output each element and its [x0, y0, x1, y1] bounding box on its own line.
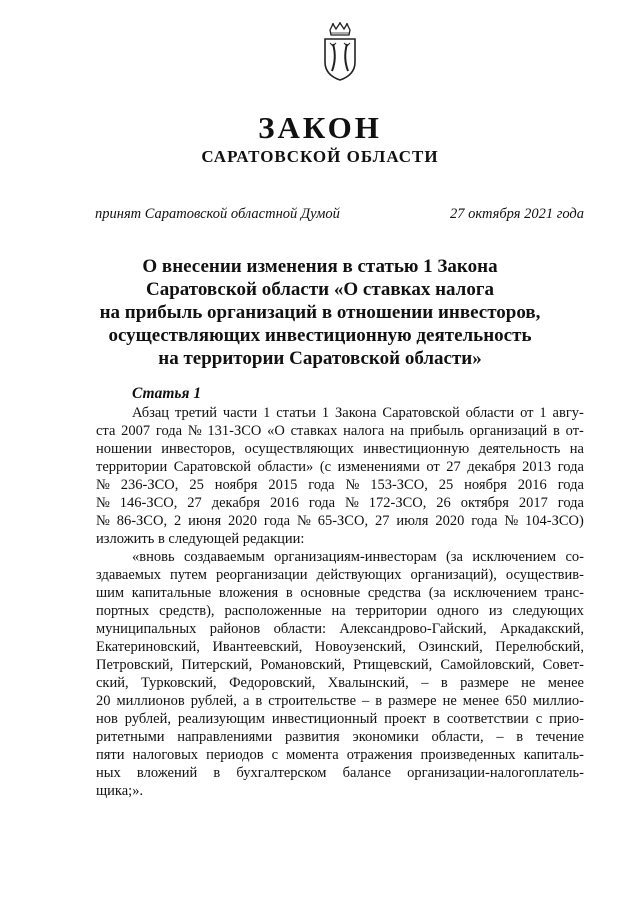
word: июня [188, 513, 222, 529]
word: 25 [438, 477, 454, 493]
word: года [263, 513, 291, 529]
word: Федоровский, [229, 675, 316, 691]
word: области: [273, 621, 327, 637]
word: 27 [187, 495, 202, 511]
law-title-line: О внесении изменения в статью 1 Закона [142, 256, 498, 277]
word: области [465, 405, 515, 421]
word: года [557, 459, 584, 475]
law-title-line: Саратовской области «О ставках налога [146, 279, 494, 300]
word: авгу- [552, 405, 584, 421]
word: транс- [544, 585, 584, 601]
text-line [96, 512, 584, 530]
word: ных [96, 765, 121, 781]
word: «О [267, 423, 285, 439]
word: пяти [96, 747, 125, 763]
word: ношении [96, 441, 152, 457]
word: Новоузенский, [314, 639, 406, 655]
word: менее [462, 693, 500, 709]
word: муниципальных [96, 621, 197, 637]
word: Петровский, [96, 657, 174, 673]
word: Ртищевский, [353, 657, 433, 673]
word: на [331, 603, 346, 619]
word: Совет- [542, 657, 584, 673]
word: в [213, 765, 221, 781]
word: бухгалтерском [236, 765, 327, 781]
word: Александрово-Гайский, [339, 621, 487, 637]
text-line [96, 422, 584, 440]
word: в [433, 711, 440, 727]
word: изменениями [337, 459, 420, 475]
text-line [96, 458, 584, 476]
word: исключением [472, 549, 557, 565]
word: 27 [446, 459, 461, 475]
word: Абзац [132, 405, 170, 421]
word: организации-налогоплатель- [407, 765, 584, 781]
word: октября [460, 495, 509, 511]
word: отражения [346, 747, 413, 763]
word: части [222, 405, 258, 421]
text-line [96, 674, 584, 692]
word: (за [445, 549, 463, 565]
word: – [496, 729, 504, 745]
word: ставках [290, 423, 338, 439]
word: менее [547, 675, 584, 691]
document-subtitle: САРАТОВСКОЙ ОБЛАСТИ [201, 147, 439, 166]
word: деятельность [478, 441, 561, 457]
word: 650 [505, 693, 527, 709]
word: декабря [211, 495, 261, 511]
word: № [296, 513, 311, 529]
word: 104-ЗСО) [525, 513, 584, 529]
word: 146-ЗСО, [119, 495, 178, 511]
word: в [553, 423, 560, 439]
word: основные [300, 585, 361, 601]
adoption-date: 27 октября 2021 года [450, 206, 584, 222]
word: 2013 [522, 459, 552, 475]
word: № [345, 477, 360, 493]
word: течение [535, 729, 584, 745]
word: статьи [276, 405, 316, 421]
text-line: изложить в следующей редакции: [96, 531, 305, 547]
word: капиталь- [523, 747, 584, 763]
word: произведенных [420, 747, 516, 763]
word: портных [96, 603, 150, 619]
word: в [285, 585, 293, 601]
word: развития [284, 729, 340, 745]
word: 236-ЗСО, [120, 477, 179, 493]
word: Романовский, [260, 657, 346, 673]
word: размере [388, 693, 437, 709]
word: года [557, 477, 584, 493]
word: с [271, 747, 279, 763]
word: области, [431, 729, 484, 745]
word: № [187, 423, 202, 439]
word: в [255, 693, 263, 709]
word: рублей, [190, 693, 237, 709]
text-line [96, 584, 584, 602]
text-line [96, 710, 584, 728]
word: территории [96, 459, 168, 475]
word: со- [565, 549, 584, 565]
word: № [345, 495, 359, 511]
word: средства [367, 585, 422, 601]
word: прибыль [409, 423, 464, 439]
word: Перелюбский, [495, 639, 584, 655]
word: с [535, 711, 543, 727]
law-title [90, 255, 550, 370]
text-line [96, 602, 584, 620]
word: реализующим [177, 711, 265, 727]
word: 2016 [269, 495, 299, 511]
text-line [96, 728, 584, 746]
document-title: ЗАКОН [258, 110, 382, 145]
word: в [375, 693, 383, 709]
word: реорганизации [215, 567, 308, 583]
word: создаваемым [184, 549, 265, 565]
text-line [96, 764, 584, 782]
word: декабря [467, 459, 516, 475]
word: 2007 [121, 423, 151, 439]
word: капитальные [131, 585, 212, 601]
word: года [557, 495, 584, 511]
word: Закона [335, 405, 377, 421]
word: 26 [436, 495, 451, 511]
word: 2016 [517, 477, 547, 493]
word: № [96, 513, 110, 529]
word: 86-ЗСО, [116, 513, 168, 529]
word: путем [170, 567, 207, 583]
word: районов [209, 621, 261, 637]
word: 65-ЗСО, [317, 513, 369, 529]
word: инвесторов, [161, 441, 236, 457]
word: здаваемых [96, 567, 161, 583]
word: вложений [136, 765, 198, 781]
text-line [96, 692, 584, 710]
text-line [96, 656, 584, 674]
word: миллио- [532, 693, 584, 709]
law-title-line: на прибыль организаций в отношении инвесторов, [99, 302, 541, 323]
word: осуществляющих [244, 441, 354, 457]
article-paragraph-2 [96, 548, 584, 800]
word: в [440, 675, 448, 691]
word: года [471, 513, 498, 529]
word: строительстве [268, 693, 357, 709]
text-line [96, 746, 584, 764]
word: 1 [321, 405, 330, 421]
word: № [504, 513, 519, 529]
word: прио- [549, 711, 584, 727]
word: Ивантеевский, [212, 639, 303, 655]
text-line [96, 548, 584, 566]
word: соответствии [446, 711, 529, 727]
word: одного [436, 603, 479, 619]
text-line [96, 440, 584, 458]
word: Саратовской [173, 459, 252, 475]
word: нов [96, 711, 118, 727]
word: момента [286, 747, 339, 763]
word: балансе [342, 765, 391, 781]
word: 153-ЗСО, [370, 477, 428, 493]
word: налоговых [132, 747, 199, 763]
word: инвестиционный [271, 711, 378, 727]
text-line [96, 404, 584, 422]
word: расположенные [224, 603, 322, 619]
word: на [390, 423, 405, 439]
word: от [520, 405, 534, 421]
word: ста [96, 423, 116, 439]
word: рублей, [124, 711, 171, 727]
word: Хвалынский, [327, 675, 409, 691]
word: 2015 [268, 477, 298, 493]
word: Турковский, [141, 675, 217, 691]
text-line [96, 566, 584, 584]
word: исключением [453, 585, 537, 601]
word: Питерский, [181, 657, 253, 673]
word: – [362, 693, 370, 709]
word: инвестиционную [363, 441, 470, 457]
word: следующих [512, 603, 584, 619]
word: 20 [96, 693, 111, 709]
adoption-line [95, 206, 584, 223]
word: 27 [374, 513, 390, 529]
word: Аркадакский, [499, 621, 584, 637]
adopted-by-text: принят Саратовской областной Думой [95, 206, 340, 222]
word: налога [343, 423, 385, 439]
text-line [96, 494, 584, 512]
word: 25 [189, 477, 204, 493]
word: экономики [352, 729, 419, 745]
word: – [421, 675, 429, 691]
word: 2020 [228, 513, 257, 529]
coat-of-arms-emblem [321, 22, 359, 82]
law-title-line: на территории Саратовской области» [158, 348, 482, 369]
word: не [521, 675, 536, 691]
word: в [516, 729, 524, 745]
word: года [308, 495, 336, 511]
word: а [242, 693, 250, 709]
word: № [96, 495, 110, 511]
word: ноября [214, 477, 258, 493]
text-line [96, 638, 584, 656]
word: 2017 [518, 495, 548, 511]
word: Екатериновский, [96, 639, 200, 655]
law-title-line: осуществляющих инвестиционную деятельность [108, 325, 532, 346]
word: от- [565, 423, 584, 439]
word: (с [319, 459, 332, 475]
word: организациям-инвесторам [274, 549, 437, 565]
word: 2020 [435, 513, 465, 529]
word: ноября [464, 477, 507, 493]
word: вложения [218, 585, 279, 601]
text-line [96, 620, 584, 638]
article-heading: Статья 1 [132, 385, 202, 402]
word: организаций), [410, 567, 497, 583]
word: Самойловский, [440, 657, 535, 673]
word: ский, [96, 675, 129, 691]
word: шим [96, 585, 125, 601]
word: средств), [159, 603, 215, 619]
word: области» [257, 459, 314, 475]
word: не [442, 693, 457, 709]
word: года [155, 423, 183, 439]
word: миллионов [116, 693, 185, 709]
word: территории [355, 603, 427, 619]
word: размере [460, 675, 509, 691]
word: 131-ЗСО [207, 423, 262, 439]
word: 172-ЗСО, [368, 495, 427, 511]
word: «вновь [132, 549, 175, 565]
word: № [96, 477, 110, 493]
word: третий [174, 405, 218, 421]
article-paragraph-1 [96, 404, 584, 548]
word: Озинский, [418, 639, 483, 655]
word: на [569, 441, 584, 457]
text-line [96, 476, 584, 494]
word: года [308, 477, 335, 493]
word: из [488, 603, 503, 619]
word: Саратовской [382, 405, 460, 421]
word: периодов [206, 747, 264, 763]
word: ритетными [96, 729, 165, 745]
word: действующих [316, 567, 402, 583]
word: осуществив- [505, 567, 584, 583]
word: 2 [173, 513, 182, 529]
word: июля [396, 513, 429, 529]
word: от [426, 459, 440, 475]
word: проект [384, 711, 427, 727]
word: организаций [469, 423, 548, 439]
text-line: щика;». [96, 783, 144, 799]
word: направлениями [177, 729, 273, 745]
word: (за [428, 585, 446, 601]
word: 1 [263, 405, 271, 421]
word: 1 [539, 405, 547, 421]
